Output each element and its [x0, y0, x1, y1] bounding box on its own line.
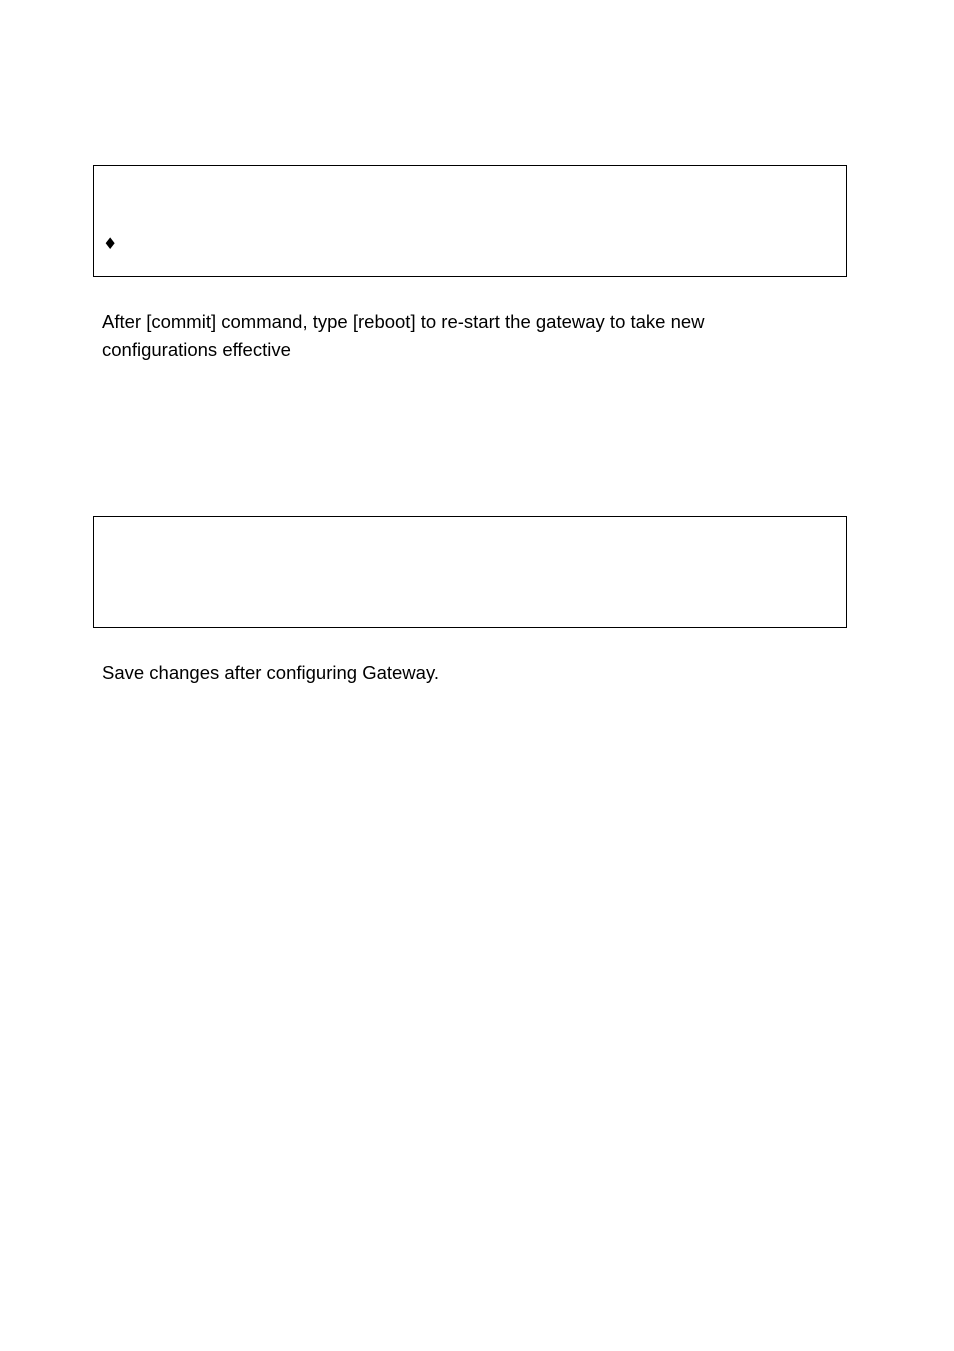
save-description: Save changes after configuring Gateway. — [102, 662, 439, 683]
diamond-bullet-icon: ♦ — [103, 234, 118, 253]
command-box-save — [93, 516, 847, 628]
command-box-reboot — [93, 165, 847, 277]
reboot-description: After [commit] command, type [reboot] to re-start the gateway to take new configurations effective — [102, 311, 705, 360]
